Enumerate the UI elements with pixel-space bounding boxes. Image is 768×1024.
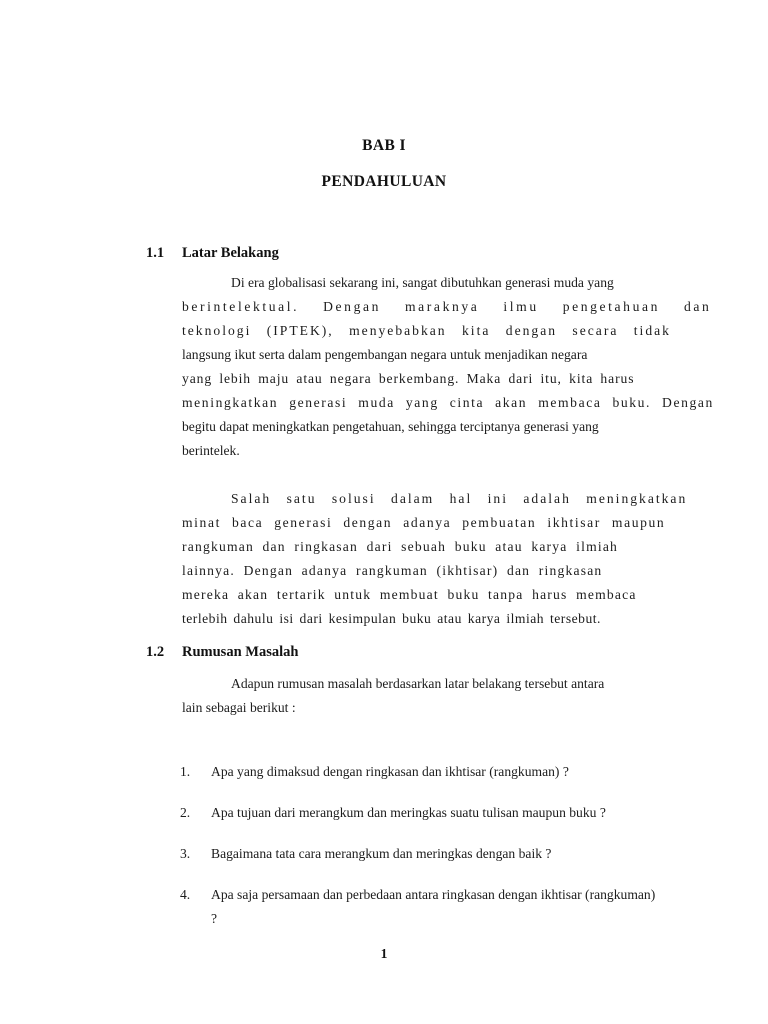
chapter-title: PENDAHULUAN: [321, 173, 447, 190]
text-line: lain sebagai berikut :: [182, 700, 296, 715]
list-item-text: Apa saja persamaan dan perbedaan antara ringkasan dengan ikhtisar (rangkuman) ?: [211, 887, 656, 926]
section-title-1-1: Latar Belakang: [182, 245, 279, 261]
page-number: 1: [380, 946, 388, 961]
section-number-1-1: 1.1: [146, 245, 165, 261]
list-item-text: Apa yang dimaksud dengan ringkasan dan ikhtisar (rangkuman) ?: [211, 764, 569, 779]
section-number-1-2: 1.2: [146, 644, 165, 660]
text-line: Salah satu solusi dalam hal ini adalah meningkatkan: [231, 491, 688, 506]
list-item: [180, 801, 660, 825]
text-line: Adapun rumusan masalah berdasarkan latar belakang tersebut antara: [231, 676, 605, 691]
text-line: begitu dapat meningkatkan pengetahuan, sehingga terciptanya generasi yang: [182, 419, 599, 434]
text-line: meningkatkan generasi muda yang cinta akan membaca buku. Dengan: [182, 395, 714, 410]
list-item-number: 2.: [180, 805, 191, 820]
list-item-number: 4.: [180, 887, 191, 902]
latar-belakang-paragraph-1: [182, 271, 714, 463]
list-item: [180, 842, 660, 866]
text-line: yang lebih maju atau negara berkembang. Maka dari itu, kita harus: [182, 371, 635, 386]
text-line: rangkuman dan ringkasan dari sebuah buku atau karya ilmiah: [182, 539, 619, 554]
list-item-text: Apa tujuan dari merangkum dan meringkas suatu tulisan maupun buku ?: [211, 805, 606, 820]
section-heading-latar-belakang: [146, 245, 279, 262]
text-line: mereka akan tertarik untuk membuat buku tanpa harus membaca: [182, 587, 637, 602]
rumusan-masalah-intro: [182, 672, 658, 720]
list-item-number: 1.: [180, 764, 191, 779]
text-line: berintelek.: [182, 443, 240, 458]
text-line: langsung ikut serta dalam pengembangan negara untuk menjadikan negara: [182, 347, 588, 362]
list-item: [180, 883, 660, 931]
list-item-number: 3.: [180, 846, 191, 861]
text-line: lainnya. Dengan adanya rangkuman (ikhtisar) dan ringkasan: [182, 563, 603, 578]
list-item: [180, 760, 660, 784]
text-line: minat baca generasi dengan adanya pembuatan ikhtisar maupun: [182, 515, 666, 530]
text-line: terlebih dahulu isi dari kesimpulan buku atau karya ilmiah tersebut.: [182, 611, 601, 626]
text-line: teknologi (IPTEK), menyebabkan kita dengan secara tidak: [182, 323, 671, 338]
section-title-1-2: Rumusan Masalah: [182, 644, 299, 660]
latar-belakang-paragraph-2: [182, 487, 688, 631]
rumusan-masalah-question-list: [180, 760, 660, 948]
text-line: Di era globalisasi sekarang ini, sangat dibutuhkan generasi muda yang: [231, 275, 614, 290]
text-line: berintelektual. Dengan maraknya ilmu pengetahuan dan: [182, 299, 712, 314]
list-item-text: Bagaimana tata cara merangkum dan meringkas dengan baik ?: [211, 846, 552, 861]
section-heading-rumusan-masalah: [146, 644, 298, 661]
chapter-label: BAB I: [362, 137, 406, 154]
